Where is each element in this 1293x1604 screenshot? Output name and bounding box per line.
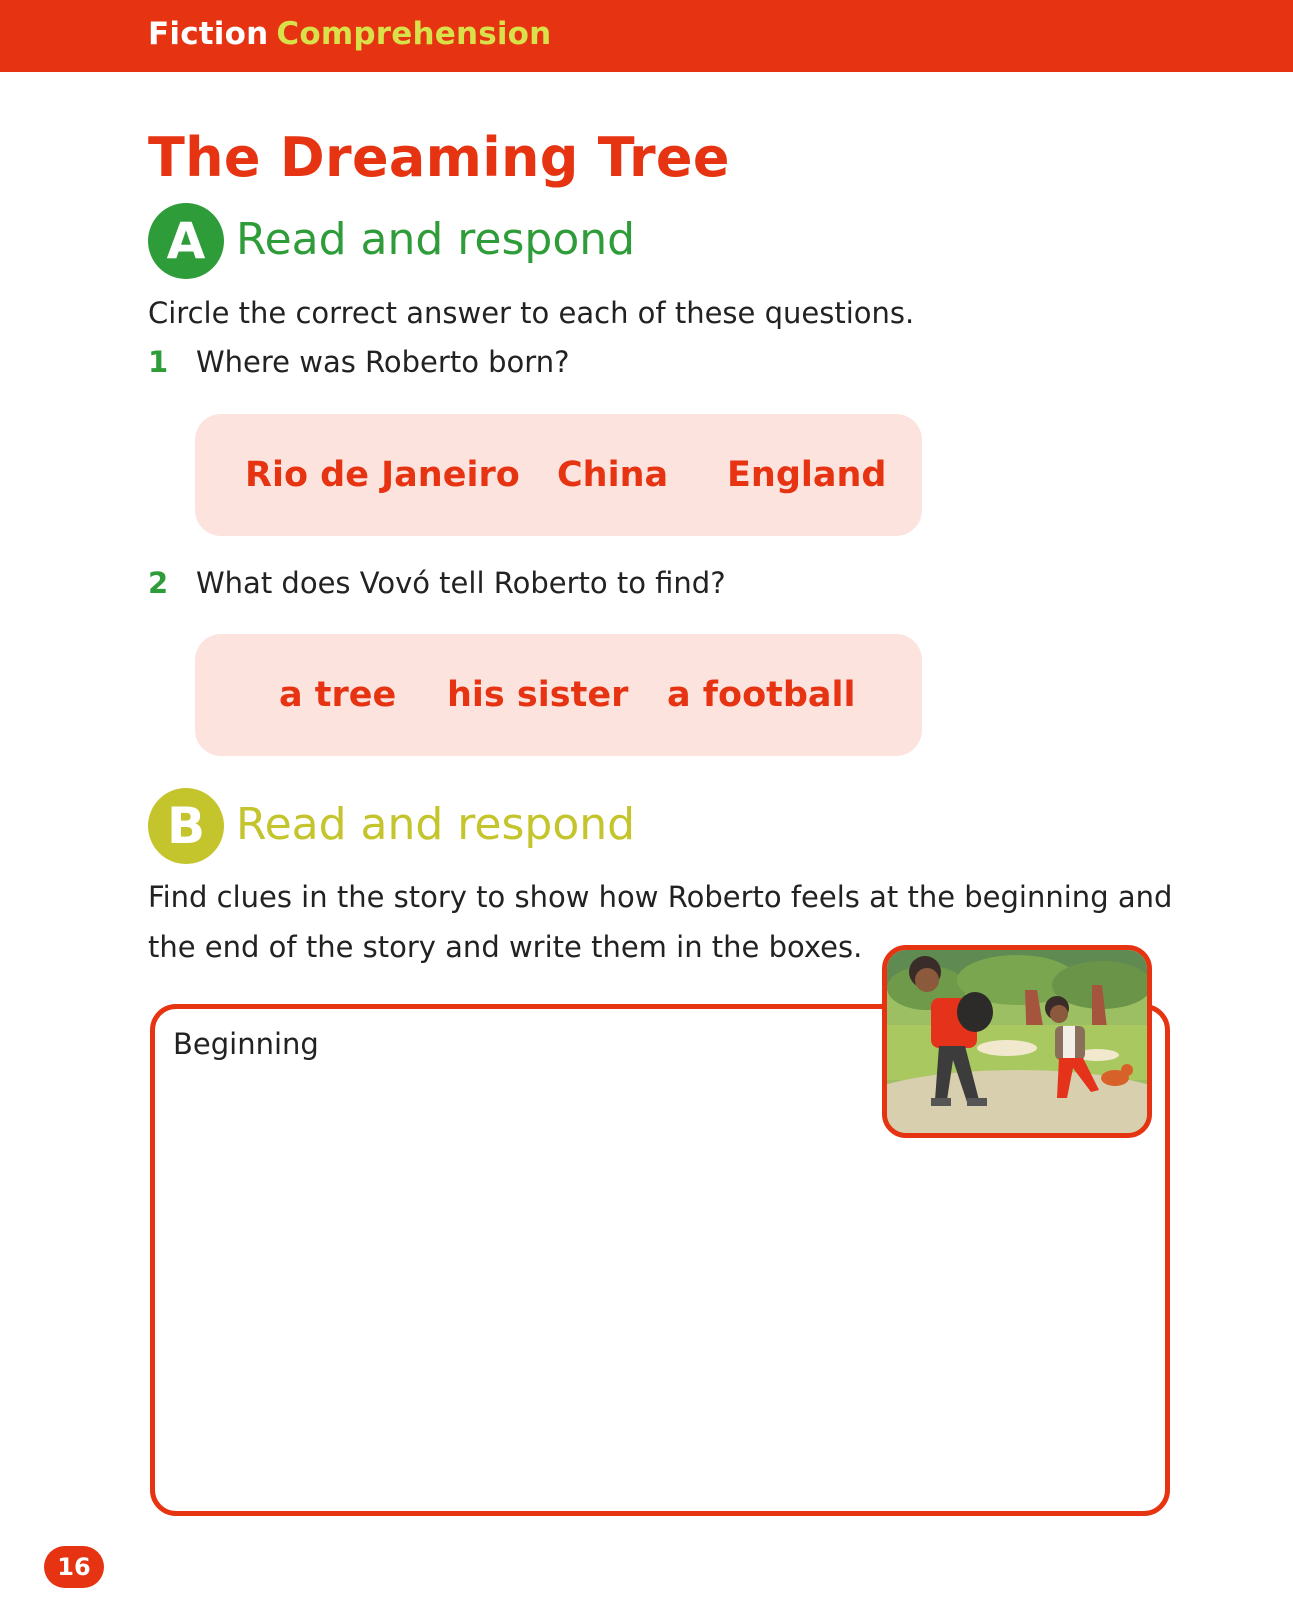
header-category: Fiction xyxy=(148,16,269,52)
section-b-instruction-line-1: Find clues in the story to show how Roberto feels at the beginning and xyxy=(148,880,1173,914)
section-b-badge: B xyxy=(148,788,224,864)
question-1-option-3[interactable]: England xyxy=(727,455,887,495)
section-b-heading: Read and respond xyxy=(236,799,636,850)
question-2-option-3[interactable]: a football xyxy=(667,675,856,715)
beginning-label: Beginning xyxy=(173,1027,319,1061)
question-1-option-2[interactable]: China xyxy=(557,455,669,495)
story-illustration xyxy=(882,945,1152,1138)
question-1-answer-box xyxy=(195,414,922,536)
section-a-instruction: Circle the correct answer to each of these questions. xyxy=(148,296,915,330)
header-label xyxy=(148,16,551,52)
question-2-option-1[interactable]: a tree xyxy=(279,675,397,715)
children-walking-park-illustration-icon xyxy=(887,950,1147,1133)
question-1-number: 1 xyxy=(148,345,169,379)
section-a-badge: A xyxy=(148,203,224,279)
section-b-instruction-line-2: the end of the story and write them in the boxes. xyxy=(148,930,863,964)
question-2-number: 2 xyxy=(148,566,169,600)
page-number: 16 xyxy=(44,1546,104,1588)
question-2-option-2[interactable]: his sister xyxy=(447,675,629,715)
section-a-heading: Read and respond xyxy=(236,214,636,265)
question-1-option-1[interactable]: Rio de Janeiro xyxy=(245,455,520,495)
page-title: The Dreaming Tree xyxy=(148,126,730,189)
question-2-answer-box xyxy=(195,634,922,756)
header-subcategory: Comprehension xyxy=(276,16,552,52)
question-1-text: Where was Roberto born? xyxy=(196,345,570,379)
question-2-text: What does Vovó tell Roberto to find? xyxy=(196,566,726,600)
header-bar xyxy=(0,0,1293,72)
